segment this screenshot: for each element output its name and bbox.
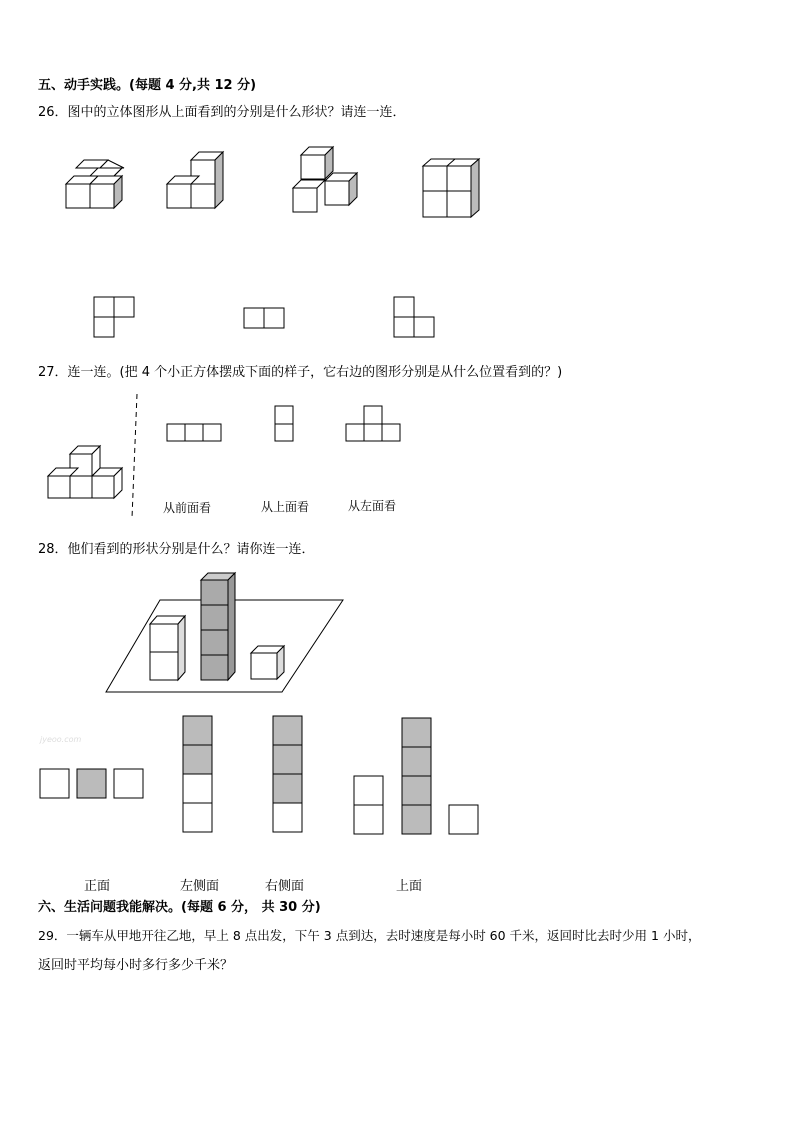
q27-view-column-of-two: [275, 406, 293, 441]
q26-figures: [40, 140, 510, 350]
q27-solid: [48, 446, 122, 498]
q28-stack-four: [201, 573, 235, 680]
question-29-line-1: 29．一辆车从甲地开往乙地，早上 8 点出发，下午 3 点到达，去时速度是每小时 60 千米，返回时比去时少用 1 小时，: [38, 928, 701, 943]
q26-solid-1: [66, 160, 124, 208]
q28-view-left-side: [183, 716, 212, 832]
q27-view-t-shape: [346, 406, 400, 441]
q26-top-view-1: [94, 297, 134, 337]
q28-view-top: [354, 718, 478, 834]
question-26-text: 26．图中的立体图形从上面看到的分别是什么形状？请连一连．: [38, 105, 406, 120]
q28-label-left-side: 左侧面: [180, 879, 220, 894]
q26-top-view-3: [394, 297, 434, 337]
q28-stack-two: [150, 616, 185, 680]
q28-label-right-side: 右侧面: [265, 879, 305, 894]
question-27-text: 27．连一连。(把 4 个小正方体摆成下面的样子，它右边的图形分别是从什么位置看到的？): [38, 365, 563, 380]
question-28-text: 28．他们看到的形状分别是什么？请你连一连．: [38, 542, 315, 557]
q27-label-left: 从左面看: [348, 499, 397, 513]
section-5-heading: 五、动手实践。(每题 4 分,共 12 分): [38, 78, 257, 93]
q28-scene: [100, 570, 350, 695]
section-6-heading: 六、生活问题我能解决。(每题 6 分， 共 30 分): [38, 900, 321, 915]
q28-views: [38, 710, 488, 840]
q26-solid-2: [167, 152, 223, 208]
q27-label-top: 从上面看: [261, 500, 310, 514]
q28-single-cube: [251, 646, 284, 679]
q28-label-top: 上面: [396, 879, 423, 894]
q28-view-front: [40, 769, 143, 798]
q28-label-front: 正面: [84, 879, 111, 894]
q28-view-right-side: [273, 716, 302, 832]
watermark: jyeoo.com: [40, 735, 82, 744]
q26-solid-3: [293, 147, 357, 212]
q27-label-front: 从前面看: [163, 501, 212, 515]
q27-view-row-of-three: [167, 424, 221, 441]
q26-top-view-2: [244, 308, 284, 328]
q26-solid-4: [423, 159, 479, 217]
question-29-line-2: 返回时平均每小时多行多少千米？: [38, 958, 234, 973]
